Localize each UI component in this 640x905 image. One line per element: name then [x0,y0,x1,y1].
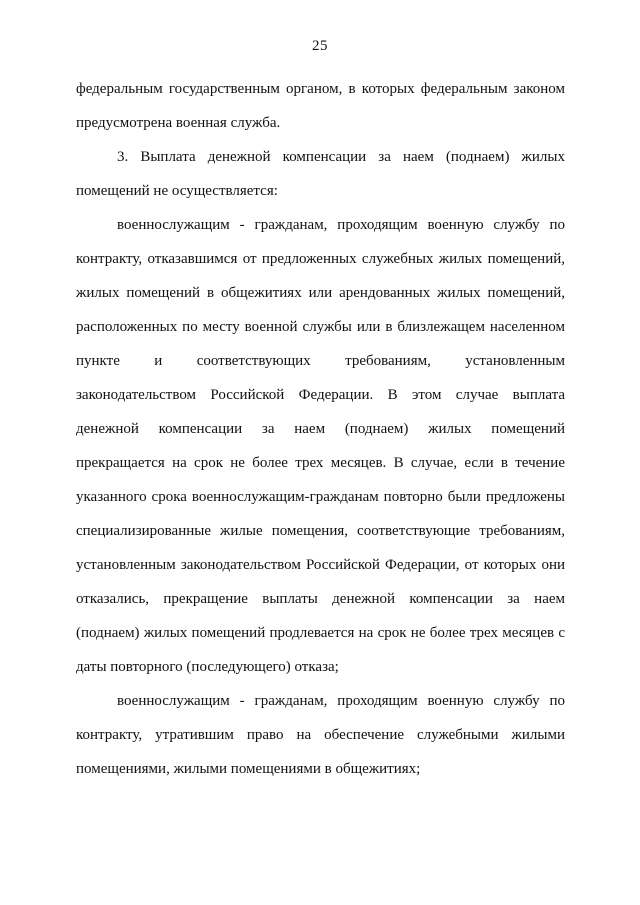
text-line: жилых помещений в общежитиях или арендованных жилых помещений, [76,285,565,301]
text-line: денежной компенсации за наем (поднаем) жилых помещений [76,421,565,437]
text-line: расположенных по месту военной службы или в близлежащем населенном [76,319,565,335]
text-line: помещений не осуществляется: [76,183,278,199]
text-line: даты повторного (последующего) отказа; [76,659,339,675]
text-line: предусмотрена военная служба. [76,115,281,131]
text-line: помещениями, жилыми помещениями в общежитиях; [76,761,421,777]
document-body [76,76,565,790]
text-line: законодательством Российской Федерации. В этом случае выплата [76,387,565,403]
text-line: военнослужащим - гражданам, проходящим военную службу по [117,693,565,709]
paragraph-contract-refusal [76,212,565,688]
text-line: 3. Выплата денежной компенсации за наем (поднаем) жилых [117,149,565,165]
paragraph-continuation [76,76,565,144]
text-line: пункте и соответствующих требованиям, установленным [76,353,565,369]
text-line: федеральным государственным органом, в которых федеральным законом [76,81,565,97]
text-line: специализированные жилые помещения, соответствующие требованиям, [76,523,565,539]
text-line: установленным законодательством Российской Федерации, от которых они [76,557,565,573]
text-line: контракту, отказавшимся от предложенных служебных жилых помещений, [76,251,565,267]
paragraph-right-lost [76,688,565,790]
text-line: (поднаем) жилых помещений продлевается на срок не более трех месяцев с [76,625,565,641]
text-line: отказались, прекращение выплаты денежной компенсации за наем [76,591,565,607]
text-line: контракту, утратившим право на обеспечение служебными жилыми [76,727,565,743]
text-line: указанного срока военнослужащим-гражданам повторно были предложены [76,489,565,505]
text-line: прекращается на срок не более трех месяцев. В случае, если в течение [76,455,565,471]
paragraph-clause-3 [76,144,565,212]
page-number: 25 [312,38,328,54]
text-line: военнослужащим - гражданам, проходящим военную службу по [117,217,565,233]
